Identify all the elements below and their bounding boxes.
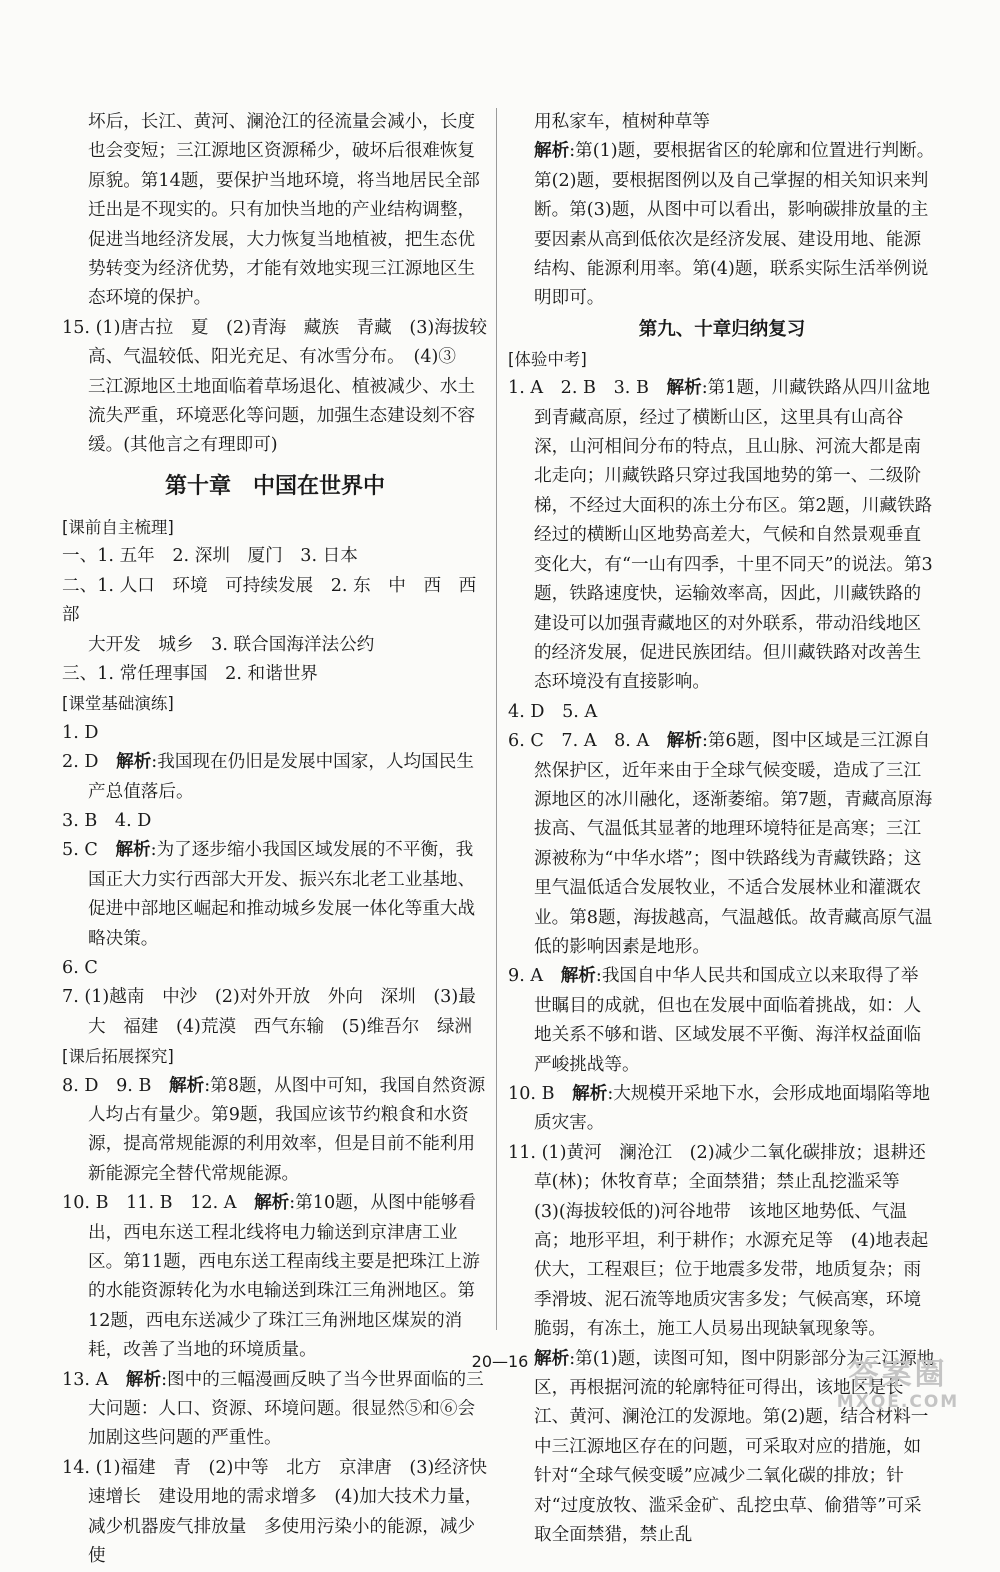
continued-answer-text: 坏后，长江、黄河、澜沧江的径流量会减小，长度也会变短；三江源地区资源稀少，破坏后很难恢复原貌。第14题，要保护当地环境，将当地居民全部迁出是不现实的。只有加快当地的产业结构调整，促进当地经济发展，大力恢复当地植被，把生态优势转变为经济优势，才能有效地实现三江源地区生态环境的保护。 (88, 112, 480, 309)
exam-answer-4-5: 4. D 5. A (508, 701, 598, 722)
section-heading-preview: [课前自主梳理] (62, 517, 174, 537)
answer-1: 1. D (62, 722, 99, 743)
review-item-3: 三、1. 常任理事国 2. 和谐世界 (62, 663, 318, 684)
answer-6: 6. C (62, 957, 98, 978)
answer-13: 13. A 解析:图中的三幅漫画反映了当今世界面临的三大问题：人口、资源、环境问题。很显然⑤和⑥会加剧这些问题的严重性。 (62, 1369, 484, 1449)
right-column (508, 108, 936, 1551)
review-item-1: 一、1. 五年 2. 深圳 厦门 3. 日本 (62, 546, 358, 567)
answer-14: 14. (1)福建 青 (2)中等 北方 京津唐 (3)经济快速增长 建设用地的需求增多 (4)加大技术力量，减少机器废气排放量 多使用污染小的能源，减少使 (62, 1457, 488, 1567)
exam-answer-11-analysis: 解析:第(1)题，读图可知，图中阴影部分为三江源地区，再根据河流的轮廓特征可得出，该地区是长江、黄河、澜沧江的发源地。第(2)题，结合材料一中三江源地区存在的问题，可采取对应的措施，如针对“全球气候变暖”应减少二氧化碳的排放；针对“过度放牧、滥采金矿、乱挖虫草、偷猎等”可采取全面禁猎，禁止乱 (534, 1348, 935, 1546)
section-heading-exam: [体验中考] (508, 349, 587, 369)
exam-answer-1-3: 1. A 2. B 3. B 解析:第1题，川藏铁路从四川盆地到青藏高原，经过了横断山区，这里具有山高谷深，山河相间分布的特点，且山脉、河流大都是南北走向；川藏铁路只穿过我国地势的第一、二级阶梯，不经过大面积的冻土分布区。第2题，川藏铁路经过的横断山区地势高差大，气候和自然景观垂直变化大，有“一山有四季，十里不同天”的说法。第3题，铁路速度快，运输效率高，因此，川藏铁路的建设可以加强青藏地区的对外联系，带动沿线地区的经济发展，促进民族团结。但川藏铁路对改善生态环境没有直接影响。 (508, 378, 933, 693)
exam-answer-6-8: 6. C 7. A 8. A 解析:第6题，图中区域是三江源自然保护区，近年来由于全球气候变暖，造成了三江源地区的冰川融化，逐渐萎缩。第7题，青藏高原海拔高、气温低其显著的地理环境特征是高寒；三江源被称为“中华水塔”；图中铁路线为青藏铁路；这里气温低适合发展牧业，不适合发展林业和灌溉农业。第8题，海拔越高，气温越低。故青藏高原气温低的影响因素是地形。 (508, 731, 933, 957)
exam-answer-11: 11. (1)黄河 澜沧江 (2)减少二氧化碳排放；退耕还草(林)；休牧育草；全面禁猎；禁止乱挖滥采等 (3)(海拔较低的)河谷地带 该地区地势低、气温高；地形平坦，利于耕作；水源充足等 (4)地表起伏大，工程艰巨；位于地震多发带，地质复杂；雨季滑坡、泥石流等地质灾害多发；气候高寒，环境脆弱，有冻土，施工人员易出现缺氧现象等。 (508, 1142, 929, 1340)
watermark-url: MXQE.COM (836, 1392, 960, 1412)
watermark-logo-text: 答案圈 (848, 1357, 948, 1392)
review-chapter-title: 第九、十章归纳复习 (638, 318, 806, 340)
review-item-2-cont: 大开发 城乡 3. 联合国海洋法公约 (88, 634, 375, 655)
chapter-title: 第十章 中国在世界中 (164, 473, 385, 499)
answer-7: 7. (1)越南 中沙 (2)对外开放 外向 深圳 (3)最大 福建 (4)荒漠 西气东输 (5)维吾尔 绿洲 (62, 987, 476, 1037)
answer-2: 2. D 解析:我国现在仍旧是发展中国家，人均国民生产总值落后。 (62, 752, 474, 802)
section-heading-classroom: [课堂基础演练] (62, 694, 174, 714)
answer-10-12: 10. B 11. B 12. A 解析:第10题，从图中能够看出，西电东送工程北线将电力输送到京津唐工业区。第11题，西电东送工程南线主要是把珠江上游的水能资源转化为水电输送到珠江三角洲地区。第12题，西电东送减少了珠江三角洲地区煤炭的消耗，改善了当地的环境质量。 (62, 1193, 480, 1361)
page-number: 20—16 (471, 1352, 529, 1371)
exam-answer-9: 9. A 解析:我国自中华人民共和国成立以来取得了举世瞩目的成就，但也在发展中面临着挑战，如：人地关系不够和谐、区域发展不平衡、海洋权益面临严峻挑战等。 (508, 966, 922, 1075)
answer-8-9: 8. D 9. B 解析:第8题，从图中可知，我国自然资源人均占有量少。第9题，我国应该节约粮食和水资源，提高常规能源的利用效率，但是目前不能利用新能源完全替代常规能源。 (62, 1075, 486, 1184)
answer-14-analysis: 解析:第(1)题，要根据省区的轮廓和位置进行判断。第(2)题，要根据图例以及自己掌握的相关知识来判断。第(3)题，从图中可以看出，影响碳排放量的主要因素从高到低依次是经济发展、建设用地、能源结构、能源利用率。第(4)题，联系实际生活举例说明即可。 (534, 141, 935, 309)
answer-14-cont: 用私家车，植树种草等 (534, 112, 710, 132)
exam-answer-10: 10. B 解析:大规模开采地下水，会形成地面塌陷等地质灾害。 (508, 1084, 930, 1134)
review-item-2: 二、1. 人口 环境 可持续发展 2. 东 中 西 西部 (62, 575, 477, 626)
answer-3-4: 3. B 4. D (62, 810, 152, 831)
watermark (818, 1358, 978, 1412)
section-heading-extension: [课后拓展探究] (62, 1047, 174, 1067)
answer-15: 15. (1)唐古拉 夏 (2)青海 藏族 青藏 (3)海拔较高、气温较低、阳光充足、有冰雪分布。 (4)③ 三江源地区土地面临着草场退化、植被减少、水土流失严重，环境恶化等问题，加强生态建设刻不容缓。(其他言之有理即可) (62, 317, 488, 456)
column-divider (496, 108, 497, 1330)
answer-5: 5. C 解析:为了逐步缩小我国区域发展的不平衡，我国正大力实行西部大开发、振兴东北老工业基地、促进中部地区崛起和推动城乡发展一体化等重大战略决策。 (62, 840, 476, 949)
